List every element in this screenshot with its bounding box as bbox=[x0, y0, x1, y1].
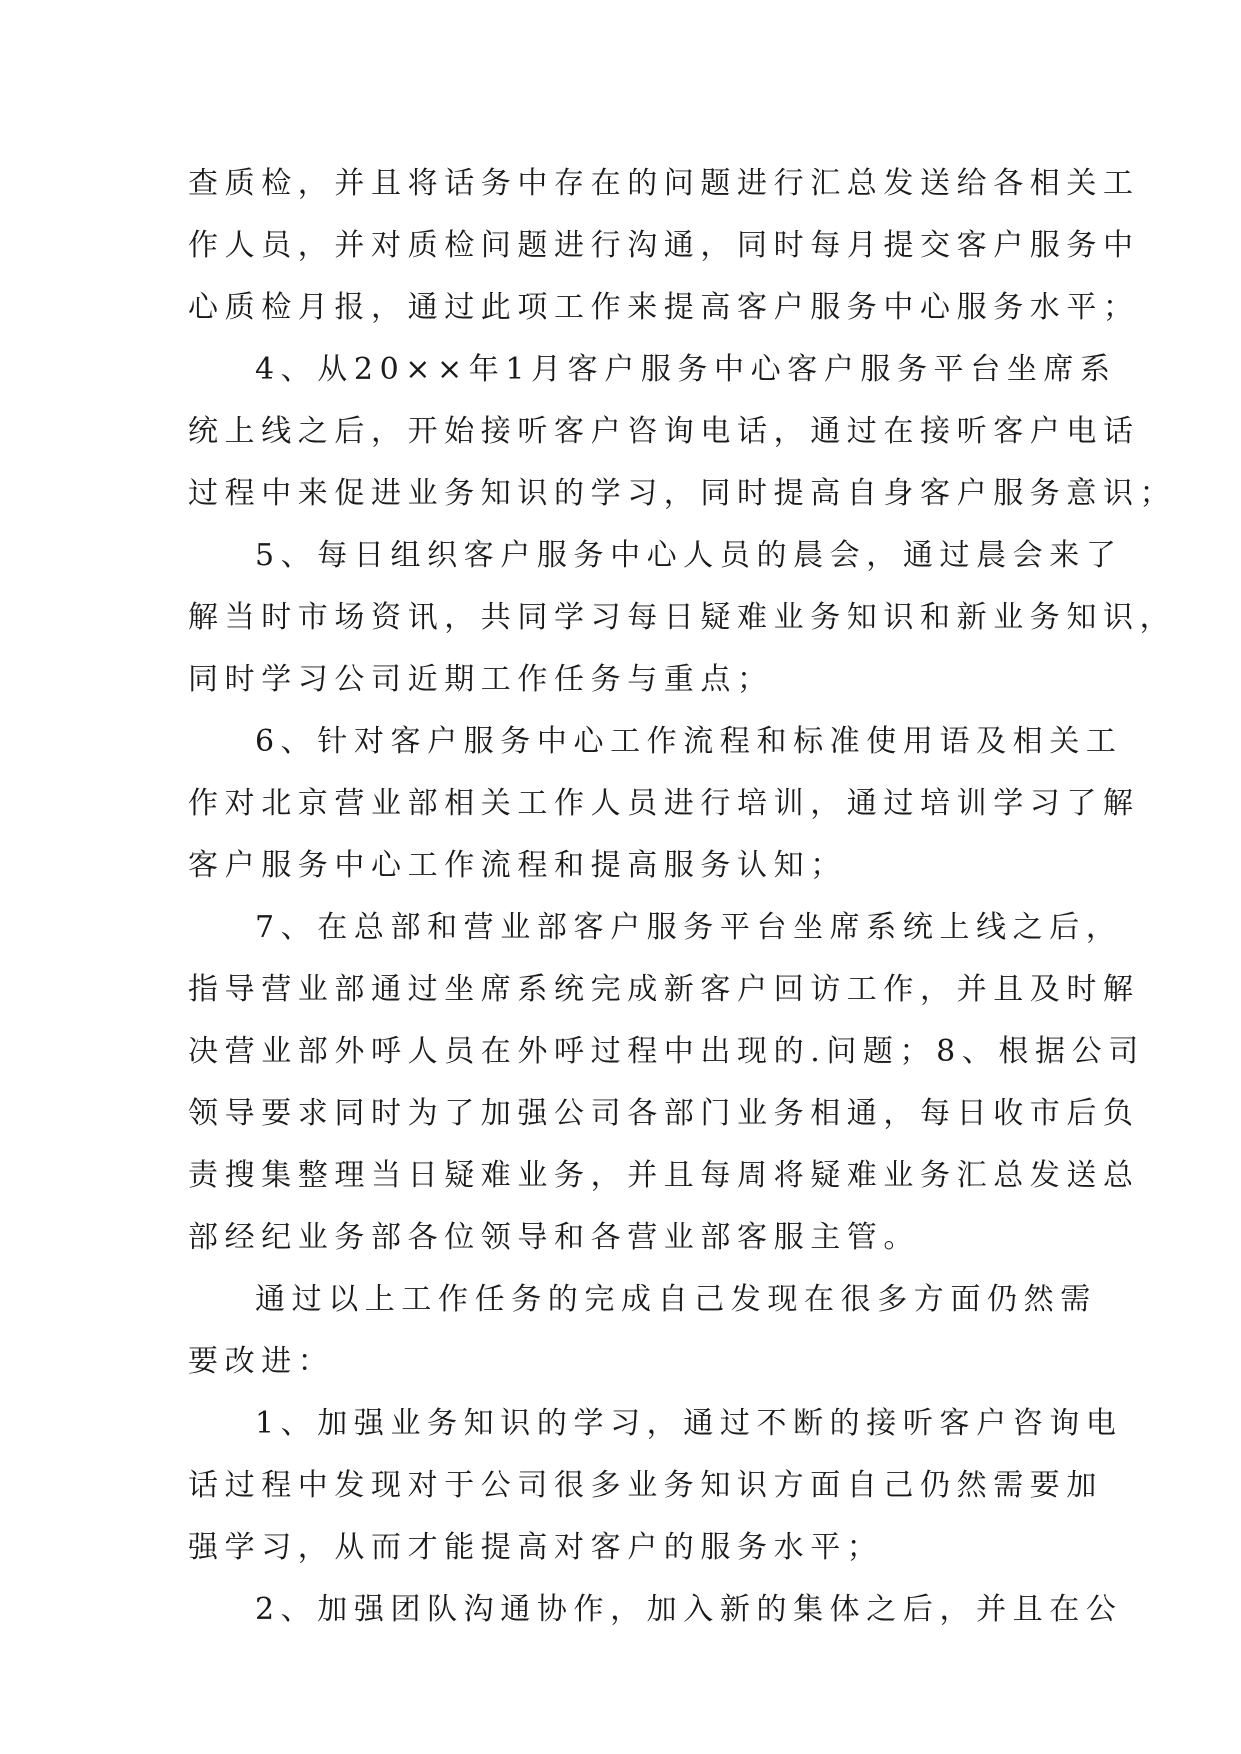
text-line: 决营业部外呼人员在外呼过程中出现的.问题；8、根据公司 bbox=[188, 1034, 1145, 1069]
paragraph-first-line: 1、加强业务知识的学习，通过不断的接听客户咨询电 bbox=[255, 1406, 1123, 1441]
text-line: 强学习，从而才能提高对客户的服务水平； bbox=[188, 1530, 884, 1565]
text-line: 过程中来促进业务知识的学习，同时提高自身客户服务意识； bbox=[188, 476, 1177, 511]
text-line: 领导要求同时为了加强公司各部门业务相通，每日收市后负 bbox=[188, 1096, 1140, 1131]
text-line: 责搜集整理当日疑难业务，并且每周将疑难业务汇总发送总 bbox=[188, 1158, 1140, 1193]
text-line: 指导营业部通过坐席系统完成新客户回访工作，并且及时解 bbox=[188, 972, 1140, 1007]
text-line: 解当时市场资讯，共同学习每日疑难业务知识和新业务知识， bbox=[188, 600, 1177, 635]
text-line: 作对北京营业部相关工作人员进行培训，通过培训学习了解 bbox=[188, 786, 1140, 821]
text-line: 统上线之后，开始接听客户咨询电话，通过在接听客户电话 bbox=[188, 414, 1140, 449]
text-line: 心质检月报，通过此项工作来提高客户服务中心服务水平； bbox=[188, 290, 1140, 325]
paragraph-first-line: 6、针对客户服务中心工作流程和标准使用语及相关工 bbox=[255, 724, 1123, 759]
text-line: 客户服务中心工作流程和提高服务认知； bbox=[188, 848, 847, 883]
paragraph-first-line: 7、在总部和营业部客户服务平台坐席系统上线之后， bbox=[255, 910, 1123, 945]
text-line: 同时学习公司近期工作任务与重点； bbox=[188, 662, 774, 697]
text-line: 要改进： bbox=[188, 1344, 335, 1379]
text-line: 部经纪业务部各位领导和各营业部客服主管。 bbox=[188, 1220, 920, 1255]
text-line: 作人员，并对质检问题进行沟通，同时每月提交客户服务中 bbox=[188, 228, 1140, 263]
paragraph-first-line: 2、加强团队沟通协作，加入新的集体之后，并且在公 bbox=[255, 1592, 1123, 1627]
document-body bbox=[188, 153, 1177, 1641]
paragraph-first-line: 5、每日组织客户服务中心人员的晨会，通过晨会来了 bbox=[255, 538, 1123, 573]
paragraph-first-line: 4、从20××年1月客户服务中心客户服务平台坐席系 bbox=[255, 352, 1117, 387]
text-line: 查质检，并且将话务中存在的问题进行汇总发送给各相关工 bbox=[188, 166, 1140, 201]
paragraph-first-line: 通过以上工作任务的完成自己发现在很多方面仍然需 bbox=[255, 1282, 1097, 1317]
text-line: 话过程中发现对于公司很多业务知识方面自己仍然需要加 bbox=[188, 1468, 1103, 1503]
